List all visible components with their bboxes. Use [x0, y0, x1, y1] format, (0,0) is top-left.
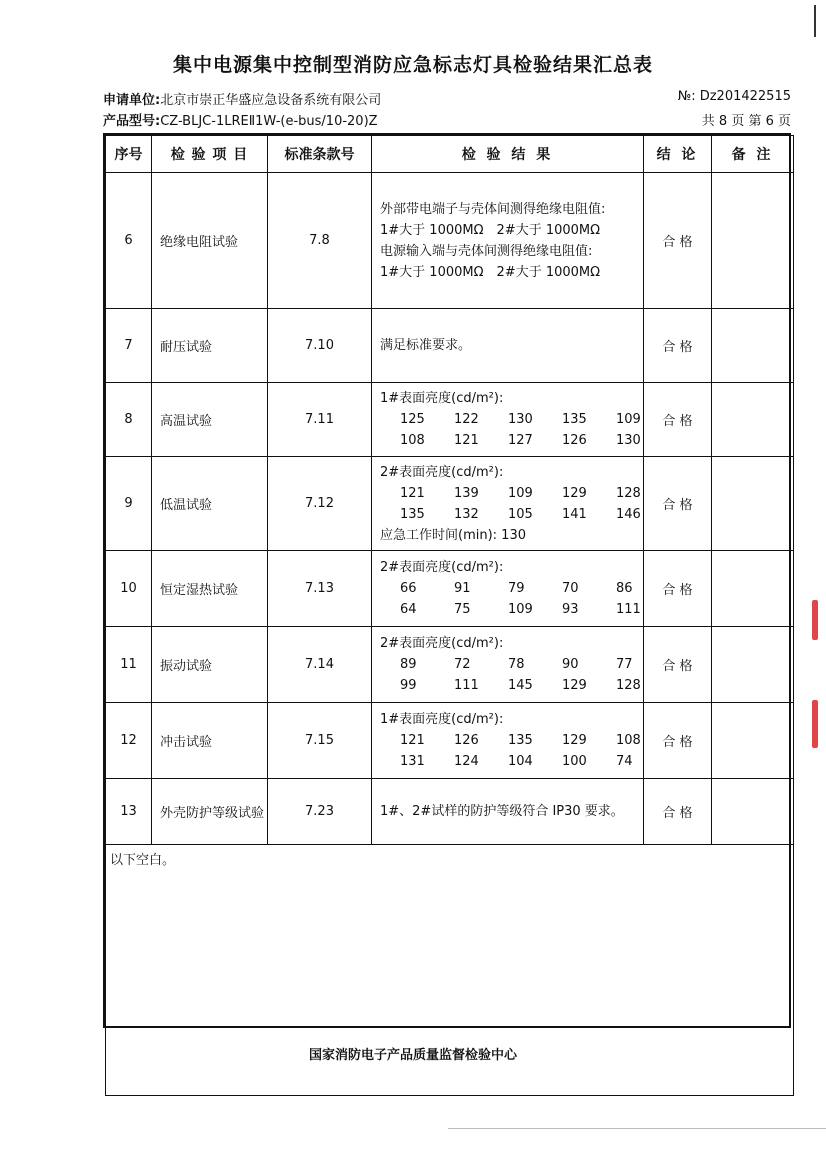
row-result	[372, 173, 644, 309]
luminance-value: 109	[508, 602, 533, 617]
luminance-value: 66	[400, 581, 417, 596]
blank-note: 以下空白。	[106, 845, 794, 1096]
result-heading: 1#表面亮度(cd/m²):	[380, 712, 504, 727]
table-row	[106, 173, 794, 309]
luminance-value: 75	[454, 602, 471, 617]
luminance-values-row	[380, 654, 635, 675]
row-clause: 7.13	[268, 551, 372, 627]
bottom-rule	[448, 1128, 826, 1129]
table-header-row	[106, 136, 794, 173]
row-item: 外壳防护等级试验	[152, 779, 268, 845]
meta-row-model	[103, 110, 791, 129]
result-line: 满足标准要求。	[380, 338, 472, 353]
row-clause: 7.8	[268, 173, 372, 309]
luminance-value: 99	[400, 678, 417, 693]
model-label: 产品型号:	[103, 114, 161, 129]
result-heading: 1#表面亮度(cd/m²):	[380, 391, 504, 406]
luminance-value: 72	[454, 657, 471, 672]
row-seq: 9	[106, 457, 152, 551]
results-table	[105, 135, 794, 1096]
issuer-footer: 国家消防电子产品质量监督检验中心	[308, 1048, 517, 1063]
header-conclusion: 结 论	[644, 136, 712, 173]
results-table-frame	[103, 133, 791, 1028]
row-remark	[712, 703, 794, 779]
luminance-value: 91	[454, 581, 471, 596]
luminance-value: 124	[454, 754, 479, 769]
luminance-value: 111	[616, 602, 641, 617]
row-remark	[712, 627, 794, 703]
applicant-label: 申请单位:	[103, 93, 161, 108]
table-row	[106, 551, 794, 627]
luminance-value: 109	[616, 412, 641, 427]
row-result	[372, 703, 644, 779]
row-item: 耐压试验	[152, 309, 268, 383]
luminance-value: 121	[400, 485, 425, 501]
luminance-values-row	[380, 504, 641, 525]
luminance-value: 86	[616, 581, 633, 596]
result-heading: 2#表面亮度(cd/m²):	[380, 560, 504, 575]
luminance-value: 135	[562, 412, 587, 427]
row-conclusion: 合 格	[644, 309, 712, 383]
luminance-values-row	[380, 730, 641, 751]
row-result	[372, 383, 644, 457]
document-title: 集中电源集中控制型消防应急标志灯具检验结果汇总表	[172, 54, 653, 76]
luminance-value: 90	[562, 657, 579, 672]
result-line: 1#大于 1000MΩ 2#大于 1000MΩ	[380, 264, 601, 280]
row-remark	[712, 457, 794, 551]
luminance-value: 128	[616, 485, 641, 501]
luminance-value: 129	[562, 678, 587, 693]
row-result	[372, 779, 644, 845]
row-conclusion: 合 格	[644, 703, 712, 779]
luminance-value: 79	[508, 581, 525, 596]
row-seq: 11	[106, 627, 152, 703]
model-value: CZ-BLJC-1LREⅡ1W-(e-bus/10-20)Z	[160, 114, 378, 129]
luminance-value: 121	[400, 733, 425, 748]
seal-fragment	[812, 700, 818, 748]
luminance-values-row	[380, 409, 641, 430]
header-item: 检 验 项 目	[152, 136, 268, 173]
luminance-value: 70	[562, 581, 579, 596]
row-clause: 7.10	[268, 309, 372, 383]
result-heading: 2#表面亮度(cd/m²):	[380, 464, 504, 480]
row-seq: 7	[106, 309, 152, 383]
luminance-value: 135	[400, 506, 425, 522]
table-row	[106, 627, 794, 703]
luminance-value: 104	[508, 754, 533, 769]
row-clause: 7.12	[268, 457, 372, 551]
table-row	[106, 703, 794, 779]
result-line: 外部带电端子与壳体间测得绝缘电阻值:	[380, 201, 606, 217]
row-item: 绝缘电阻试验	[152, 173, 268, 309]
row-conclusion: 合 格	[644, 457, 712, 551]
row-item: 恒定湿热试验	[152, 551, 268, 627]
luminance-value: 126	[562, 433, 587, 448]
row-item: 高温试验	[152, 383, 268, 457]
luminance-value: 77	[616, 657, 633, 672]
meta-row-applicant	[103, 89, 791, 108]
row-remark	[712, 551, 794, 627]
row-result	[372, 627, 644, 703]
row-result	[372, 309, 644, 383]
luminance-value: 109	[508, 485, 533, 501]
applicant-value: 北京市崇正华盛应急设备系统有限公司	[160, 93, 382, 108]
row-conclusion: 合 格	[644, 551, 712, 627]
row-seq: 12	[106, 703, 152, 779]
result-tail: 应急工作时间(min): 130	[380, 527, 526, 543]
table-body	[106, 173, 794, 845]
luminance-value: 126	[454, 733, 479, 748]
luminance-values-row	[380, 751, 635, 772]
row-remark	[712, 779, 794, 845]
row-remark	[712, 173, 794, 309]
luminance-values-row	[380, 578, 635, 599]
header-result: 检 验 结 果	[372, 136, 644, 173]
row-result	[372, 551, 644, 627]
page-count: 共 8 页 第 6 页	[701, 114, 791, 129]
luminance-values-row	[380, 483, 641, 504]
table-row	[106, 779, 794, 845]
row-item: 冲击试验	[152, 703, 268, 779]
luminance-value: 111	[454, 678, 479, 693]
luminance-value: 129	[562, 733, 587, 748]
luminance-value: 130	[508, 412, 533, 427]
luminance-value: 125	[400, 412, 425, 427]
table-row	[106, 309, 794, 383]
row-clause: 7.14	[268, 627, 372, 703]
row-seq: 13	[106, 779, 152, 845]
luminance-value: 127	[508, 433, 533, 448]
row-remark	[712, 383, 794, 457]
row-item: 低温试验	[152, 457, 268, 551]
row-item: 振动试验	[152, 627, 268, 703]
luminance-value: 122	[454, 412, 479, 427]
luminance-value: 100	[562, 754, 587, 769]
row-seq: 6	[106, 173, 152, 309]
row-clause: 7.15	[268, 703, 372, 779]
result-heading: 2#表面亮度(cd/m²):	[380, 636, 504, 651]
luminance-values-row	[380, 599, 641, 620]
header-remark: 备 注	[712, 136, 794, 173]
row-seq: 8	[106, 383, 152, 457]
luminance-value: 89	[400, 657, 417, 672]
row-result	[372, 457, 644, 551]
table-row	[106, 383, 794, 457]
luminance-value: 105	[508, 506, 533, 522]
row-clause: 7.11	[268, 383, 372, 457]
luminance-value: 121	[454, 433, 479, 448]
row-conclusion: 合 格	[644, 779, 712, 845]
luminance-value: 78	[508, 657, 525, 672]
luminance-value: 135	[508, 733, 533, 748]
page-edge-mark	[814, 5, 816, 37]
luminance-value: 139	[454, 485, 479, 501]
luminance-value: 108	[616, 733, 641, 748]
luminance-value: 131	[400, 754, 425, 769]
luminance-value: 128	[616, 678, 641, 693]
result-line: 1#大于 1000MΩ 2#大于 1000MΩ	[380, 222, 601, 238]
row-seq: 10	[106, 551, 152, 627]
luminance-values-row	[380, 675, 641, 696]
result-line: 1#、2#试样的防护等级符合 IP30 要求。	[380, 804, 624, 819]
row-conclusion: 合 格	[644, 173, 712, 309]
luminance-value: 145	[508, 678, 533, 693]
table-row	[106, 457, 794, 551]
luminance-value: 146	[616, 506, 641, 522]
luminance-value: 93	[562, 602, 579, 617]
row-clause: 7.23	[268, 779, 372, 845]
luminance-value: 108	[400, 433, 425, 448]
luminance-value: 141	[562, 506, 587, 522]
report-number: №: Dz201422515	[677, 89, 791, 104]
header-seq: 序号	[106, 136, 152, 173]
luminance-value: 64	[400, 602, 417, 617]
result-line: 电源输入端与壳体间测得绝缘电阻值:	[380, 243, 593, 259]
luminance-value: 132	[454, 506, 479, 522]
seal-fragment	[812, 600, 818, 640]
luminance-value: 130	[616, 433, 641, 448]
luminance-value: 74	[616, 754, 633, 769]
row-conclusion: 合 格	[644, 383, 712, 457]
luminance-value: 129	[562, 485, 587, 501]
row-conclusion: 合 格	[644, 627, 712, 703]
luminance-values-row	[380, 430, 641, 451]
row-remark	[712, 309, 794, 383]
header-clause: 标准条款号	[268, 136, 372, 173]
